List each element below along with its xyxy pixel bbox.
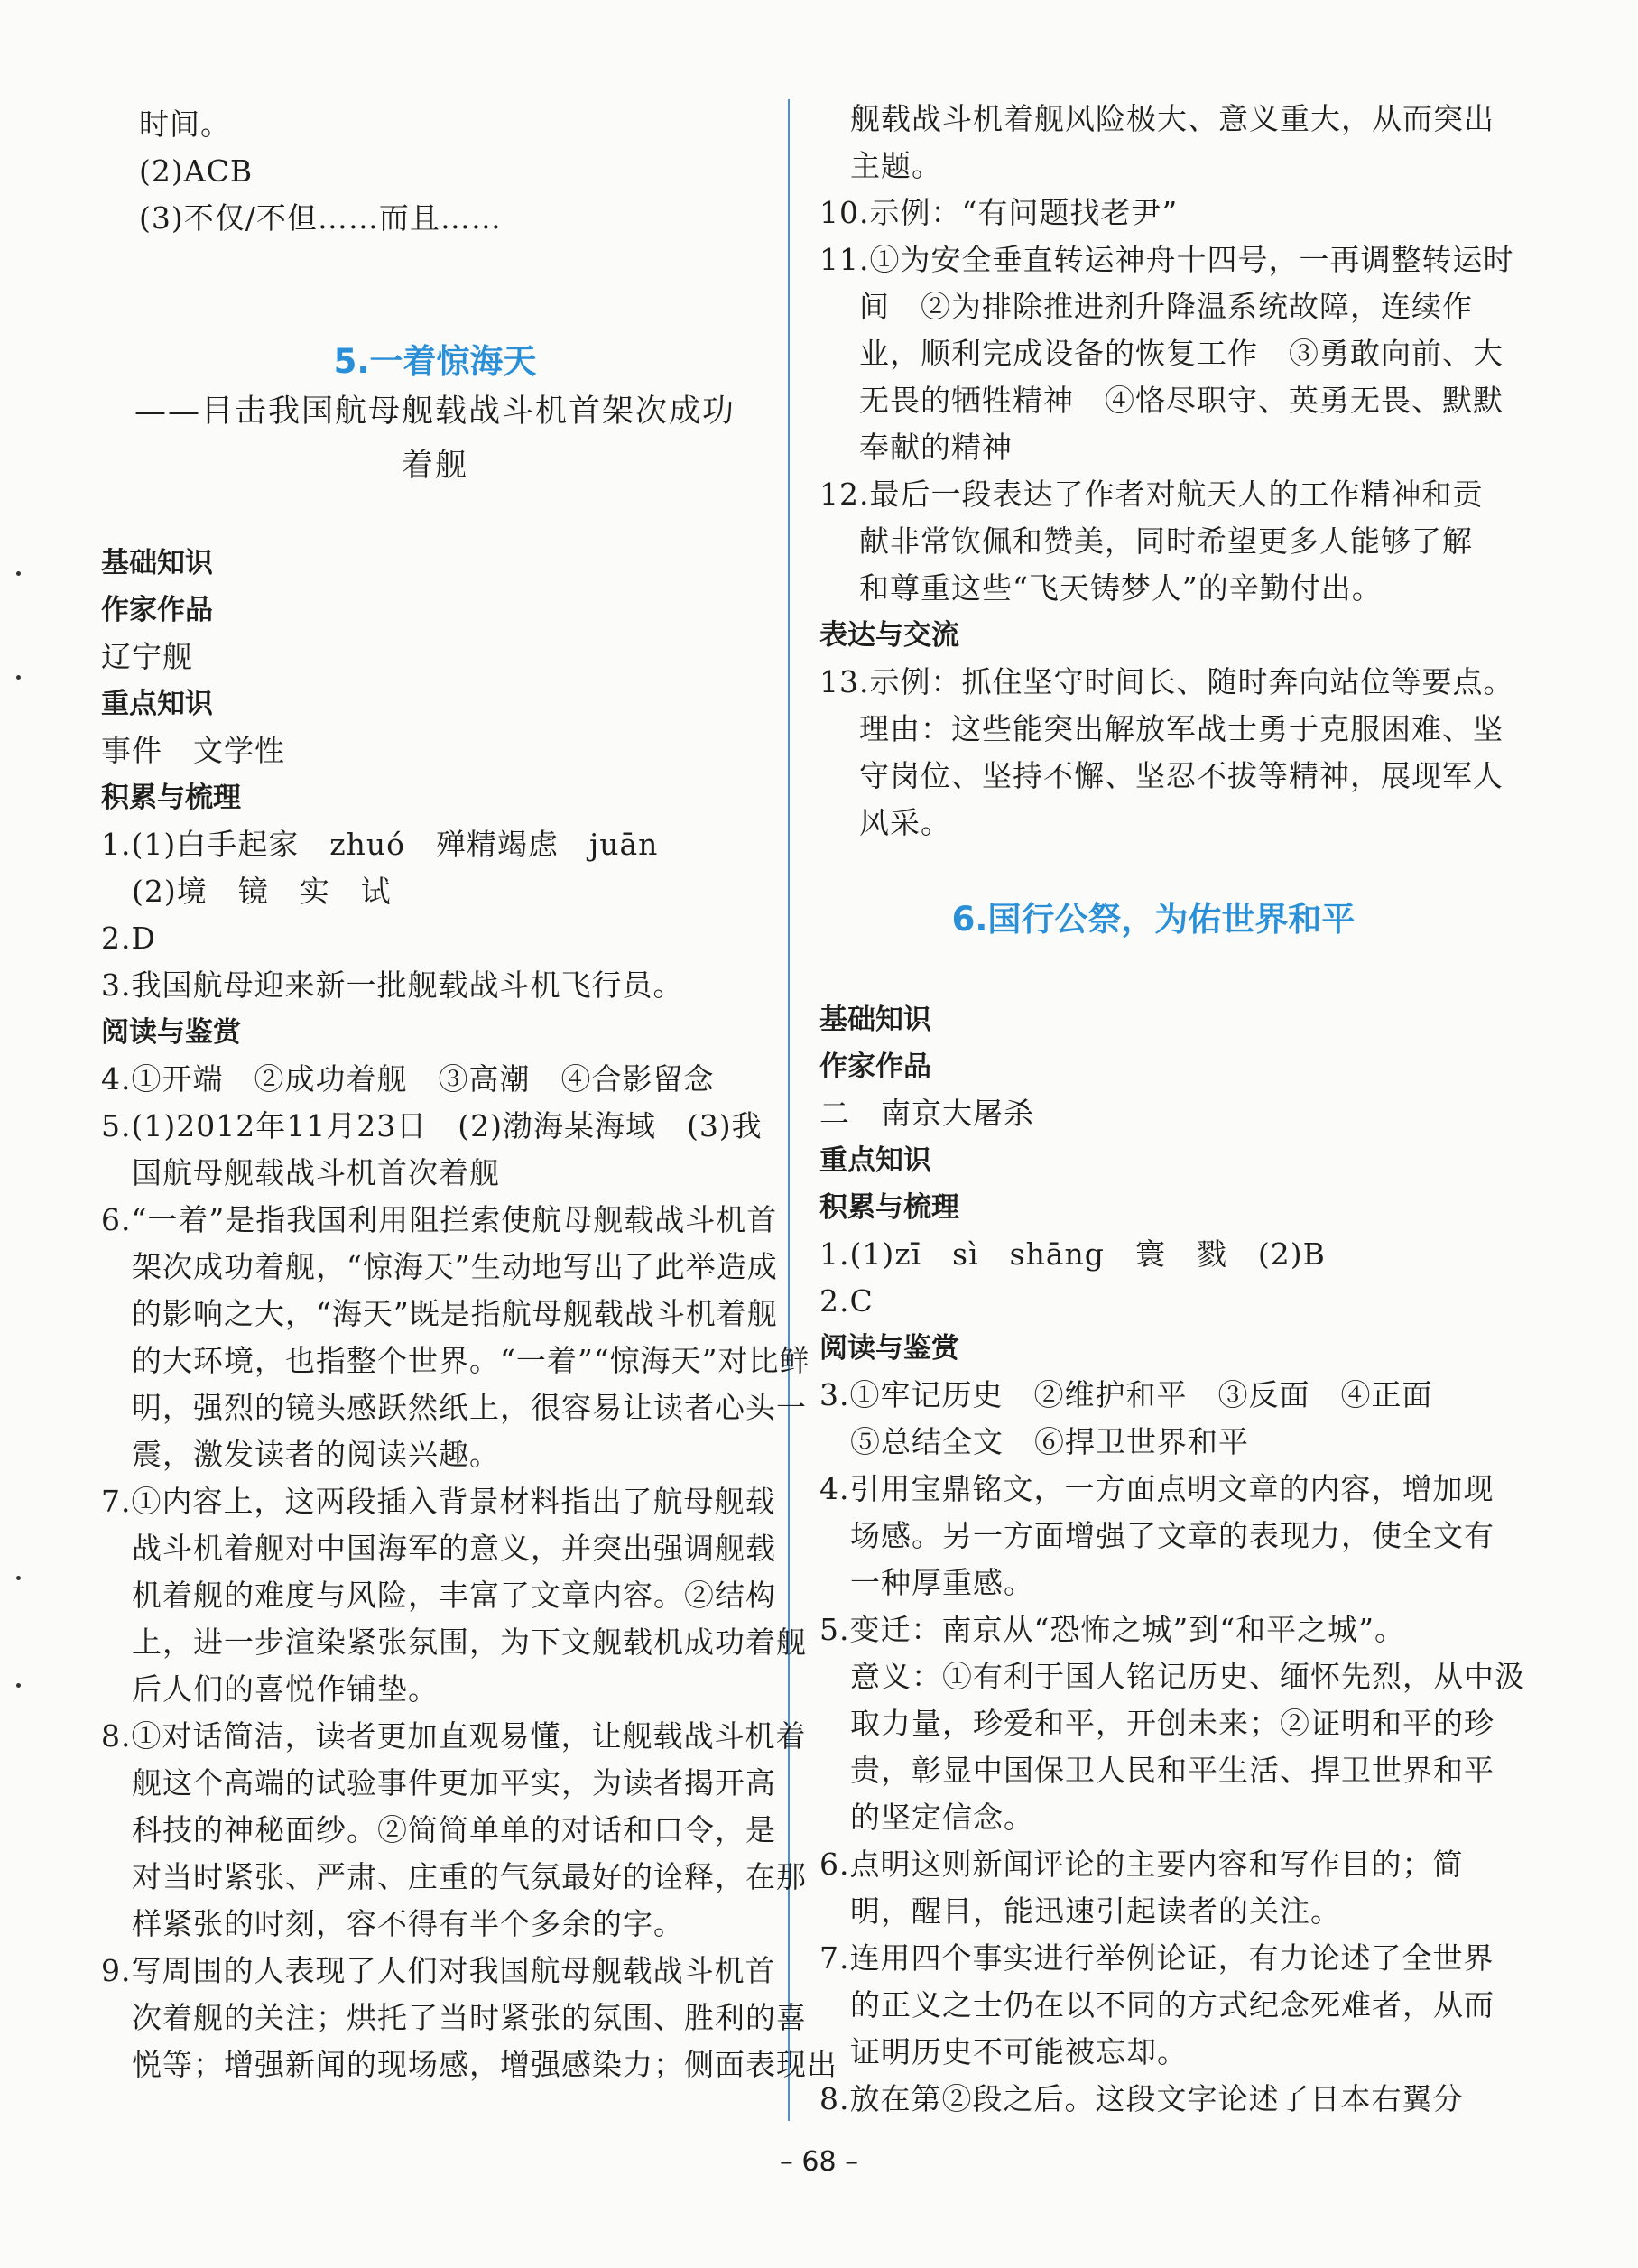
answer-line: 样紧张的时刻，容不得有半个多余的字。: [132, 1906, 684, 1941]
answer-line: 9.写周围的人表现了人们对我国航母舰载战斗机首: [101, 1953, 776, 1988]
answer-line: (3)不仅/不但……而且……: [139, 200, 502, 236]
answer-line: 8.①对话简洁，读者更加直观易懂，让舰载战斗机着: [101, 1718, 807, 1754]
heading-yuedu: 阅读与鉴赏: [101, 1016, 241, 1049]
heading-zhongdian: 重点知识: [819, 1144, 931, 1177]
answer-line: 无畏的牺牲精神 ④恪尽职守、英勇无畏、默默: [859, 383, 1504, 418]
answer-line: 事件 文学性: [101, 733, 285, 768]
answer-line: 3.①牢记历史 ②维护和平 ③反面 ④正面: [819, 1377, 1433, 1412]
answer-line: 后人们的喜悦作铺垫。: [132, 1671, 439, 1707]
heading-jichu: 基础知识: [819, 1004, 931, 1036]
answer-line: 悦等；增强新闻的现场感，增强感染力；侧面表现出: [132, 2047, 838, 2082]
heading-zuojia: 作家作品: [819, 1051, 931, 1083]
margin-mark: [16, 675, 21, 680]
answer-line: 奉献的精神: [859, 430, 1013, 465]
margin-mark: [16, 1576, 21, 1580]
answer-line: 风采。: [859, 805, 951, 840]
answer-line: 业，顺利完成设备的恢复工作 ③勇敢向前、大: [859, 336, 1504, 371]
answer-line: 7.连用四个事实进行举例论证，有力论述了全世界: [819, 1940, 1495, 1976]
answer-line: 6.“一着”是指我国利用阻拦索使航母舰载战斗机首: [101, 1202, 778, 1237]
answer-line: 12.最后一段表达了作者对航天人的工作精神和贡: [819, 477, 1484, 512]
answer-line: 和尊重这些“飞天铸梦人”的辛勤付出。: [859, 570, 1383, 606]
answer-line: 取力量，珍爱和平，开创未来；②证明和平的珍: [850, 1706, 1495, 1741]
answer-line: 4.引用宝鼎铭文，一方面点明文章的内容，增加现: [819, 1471, 1495, 1506]
answer-line: 二 南京大屠杀: [819, 1096, 1034, 1131]
answer-line: 6.点明这则新闻评论的主要内容和写作目的；简: [819, 1847, 1464, 1882]
answer-line: 的坚定信念。: [850, 1800, 1034, 1835]
answer-line: 次着舰的关注；烘托了当时紧张的氛围、胜利的喜: [132, 2000, 807, 2035]
answer-line: 舰载战斗机着舰风险极大、意义重大，从而突出: [850, 101, 1495, 136]
heading-zuojia: 作家作品: [101, 594, 213, 626]
column-divider: [788, 99, 790, 2121]
answer-line: 战斗机着舰对中国海军的意义，并突出强调舰载: [132, 1531, 776, 1566]
answer-line: 5.变迁：南京从“恐怖之城”到“和平之城”。: [819, 1612, 1405, 1647]
answer-line: 舰这个高端的试验事件更加平实，为读者揭开高: [132, 1765, 776, 1801]
answer-line: 1.(1)白手起家 zhuó 殚精竭虑 juān: [101, 827, 659, 862]
answer-line: 10.示例：“有问题找老尹”: [819, 195, 1179, 230]
answer-line: 守岗位、坚持不懈、坚忍不拔等精神，展现军人: [859, 758, 1504, 793]
answer-line: 的影响之大，“海天”既是指航母舰载战斗机着舰: [132, 1296, 778, 1331]
answer-line: 4.①开端 ②成功着舰 ③高潮 ④合影留念: [101, 1061, 715, 1097]
heading-jichu: 基础知识: [101, 547, 213, 579]
answer-line: 意义：①有利于国人铭记历史、缅怀先烈，从中汲: [850, 1659, 1525, 1694]
answer-line: 2.C: [819, 1283, 874, 1319]
answer-line: 的正义之士仍在以不同的方式纪念死难者，从而: [850, 1987, 1495, 2023]
answer-line: 时间。: [139, 106, 231, 142]
answer-line: 5.(1)2012年11月23日 (2)渤海某海域 (3)我: [101, 1108, 763, 1143]
heading-zhongdian: 重点知识: [101, 688, 213, 720]
answer-line: 理由：这些能突出解放军战士勇于克服困难、坚: [859, 711, 1504, 746]
answer-line: 辽宁舰: [101, 639, 193, 674]
answer-line: 7.①内容上，这两段插入背景材料指出了航母舰载: [101, 1484, 776, 1519]
answer-line: 间 ②为排除推进剂升降温系统故障，连续作: [859, 289, 1473, 324]
answer-line: 11.①为安全垂直转运神舟十四号，一再调整转运时: [819, 242, 1514, 277]
answer-line: 13.示例：抓住坚守时间长、随时奔向站位等要点。: [819, 664, 1514, 699]
section-5-subtitle: ——目击我国航母舰载战斗机首架次成功: [134, 393, 736, 430]
answer-line: 科技的神秘面纱。②简简单单的对话和口令，是: [132, 1812, 776, 1847]
answer-line: 明，醒目，能迅速引起读者的关注。: [850, 1893, 1341, 1929]
margin-mark: [16, 1683, 21, 1688]
answer-line: 一种厚重感。: [850, 1565, 1034, 1600]
answer-line: 主题。: [850, 148, 942, 183]
margin-mark: [16, 571, 21, 576]
section-5-subtitle: 着舰: [401, 448, 468, 484]
section-5-title: 5.一着惊海天: [333, 342, 537, 381]
answer-line: 8.放在第②段之后。这段文字论述了日本右翼分: [819, 2081, 1464, 2116]
answer-line: 机着舰的难度与风险，丰富了文章内容。②结构: [132, 1578, 776, 1613]
answer-line: 2.D: [101, 921, 156, 956]
heading-biaoda: 表达与交流: [819, 619, 959, 652]
answer-line: 的大环境，也指整个世界。“一着”“惊海天”对比鲜: [132, 1343, 810, 1378]
answer-line: 明，强烈的镜头感跃然纸上，很容易让读者心头一: [132, 1390, 807, 1425]
answer-line: 上，进一步渲染紧张氛围，为下文舰载机成功着舰: [132, 1625, 807, 1660]
page-number: – 68 –: [779, 2146, 859, 2178]
answer-line: 证明历史不可能被忘却。: [850, 2034, 1188, 2069]
answer-line: 3.我国航母迎来新一批舰载战斗机飞行员。: [101, 967, 684, 1003]
section-6-title: 6.国行公祭，为佑世界和平: [951, 900, 1356, 939]
answer-line: 贵，彰显中国保卫人民和平生活、捍卫世界和平: [850, 1753, 1495, 1788]
answer-line: 场感。另一方面增强了文章的表现力，使全文有: [850, 1518, 1495, 1553]
answer-line: ⑤总结全文 ⑥捍卫世界和平: [850, 1424, 1249, 1459]
answer-line: 架次成功着舰，“惊海天”生动地写出了此举造成: [132, 1249, 778, 1284]
answer-line: (2)境 镜 实 试: [132, 874, 392, 909]
heading-jilei: 积累与梳理: [101, 782, 241, 814]
heading-yuedu: 阅读与鉴赏: [819, 1332, 959, 1365]
answer-line: 献非常钦佩和赞美，同时希望更多人能够了解: [859, 523, 1473, 559]
answer-line: (2)ACB: [139, 153, 254, 189]
answer-line: 对当时紧张、严肃、庄重的气氛最好的诠释，在那: [132, 1859, 807, 1894]
answer-line: 国航母舰载战斗机首次着舰: [132, 1155, 500, 1190]
heading-jilei: 积累与梳理: [819, 1191, 959, 1224]
answer-line: 震，激发读者的阅读兴趣。: [132, 1437, 500, 1472]
answer-line: 1.(1)zī sì shāng 寰 戮 (2)B: [819, 1236, 1326, 1272]
